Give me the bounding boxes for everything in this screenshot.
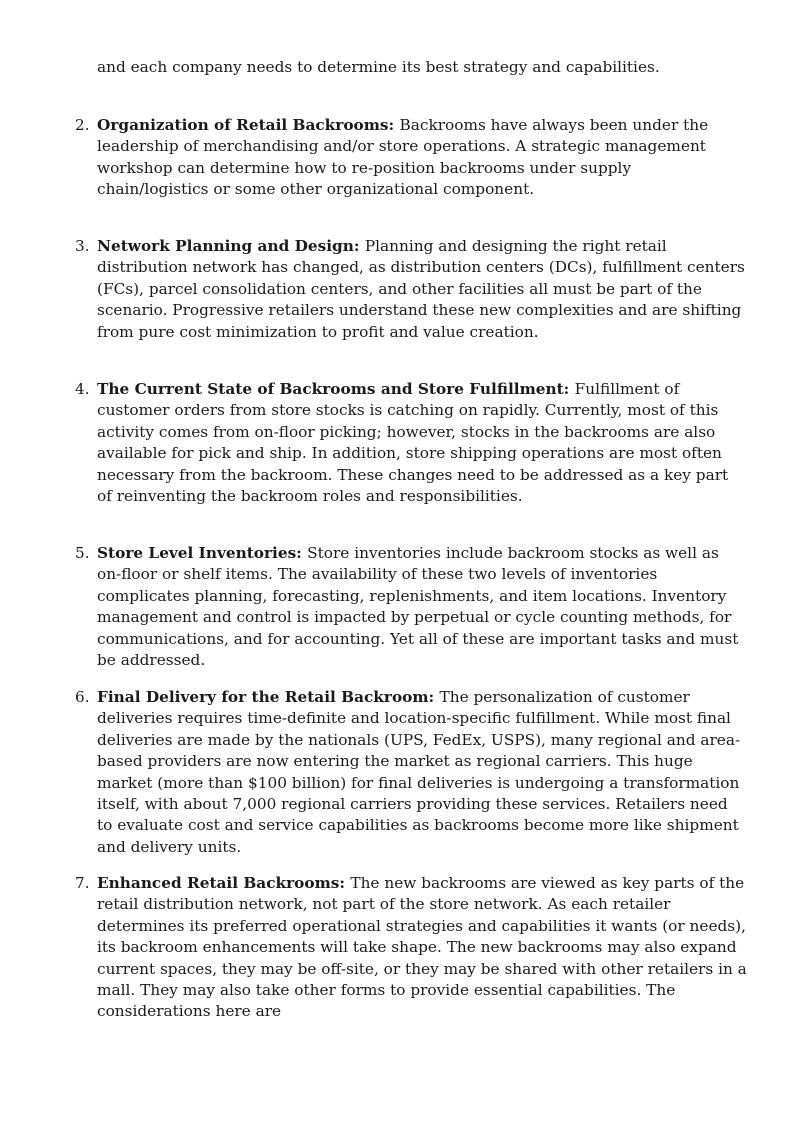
- list-item-heading: Enhanced Retail Backrooms:: [97, 874, 351, 892]
- list-item-number: 7.: [75, 874, 90, 892]
- list-item-number: 6.: [75, 688, 90, 706]
- list-item-body: Fulfillment of customer orders from store stocks is catching on rapidly. Currently, most of this activity comes from on-floor picking; however, stocks in the backrooms are also available for pick and ship. In addition, store shipping operations are most often necessary from the backroom. These changes need to be addressed as a key part of reinventing the backroom roles and responsibilities.: [97, 380, 729, 506]
- list-item: [75, 543, 747, 671]
- list-item: [75, 873, 747, 1023]
- list-item-heading: Organization of Retail Backrooms:: [97, 116, 400, 134]
- list-item-body: Planning and designing the right retail distribution network has changed, as distribution centers (DCs), fulfillment centers (FCs), parcel consolidation centers, and other facilities all must be part of the scenario. Progressive retailers understand these new complexities and are shifting from pure cost minimization to profit and value creation.: [97, 237, 745, 341]
- list-item-heading: Final Delivery for the Retail Backroom:: [97, 688, 440, 706]
- list-item-heading: The Current State of Backrooms and Store Fulfillment:: [97, 380, 575, 398]
- list-item-body: The personalization of customer deliveries requires time-definite and location-specific fulfillment. While most final deliveries are made by the nationals (UPS, FedEx, USPS), many regional and area- based providers are now entering the market as regional carriers. This huge market (more than $100 billion) for final deliveries is undergoing a transformation itself, with about 7,000 regional carriers providing these services. Retailers need to evaluate cost and service capabilities as backrooms become more like shipment and delivery units.: [97, 688, 741, 856]
- list-item-number: 4.: [75, 380, 90, 398]
- list-item: [75, 379, 747, 507]
- list-item-number: 2.: [75, 116, 90, 134]
- list-item-number: 3.: [75, 237, 90, 255]
- list-item-heading: Network Planning and Design:: [97, 237, 365, 255]
- list-item-body: Store inventories include backroom stocks as well as on-floor or shelf items. The availability of these two levels of inventories complicates planning, forecasting, replenishments, and item locations. Inventory management and control is impacted by perpetual or cycle counting methods, for communications, and for accounting. Yet all of these are important tasks and must be addressed.: [97, 544, 739, 670]
- list-item: [75, 236, 747, 343]
- list-item-number: 5.: [75, 544, 90, 562]
- list-item: [75, 687, 747, 858]
- list-item-heading: Store Level Inventories:: [97, 544, 308, 562]
- list-item-body: Backrooms have always been under the leadership of merchandising and/or store operations. A strategic management workshop can determine how to re-position backrooms under supply chain/logistics or some other organizational component.: [97, 116, 709, 199]
- list-item: [75, 115, 747, 201]
- continuation-paragraph: and each company needs to determine its best strategy and capabilities.: [97, 58, 660, 76]
- list-item-body: The new backrooms are viewed as key parts of the retail distribution network, not part of the store network. As each retailer determines its preferred operational strategies and capabilities it wants (or needs), its backroom enhancements will take shape. The new backrooms may also expand current spaces, they may be off-site, or they may be shared with other retailers in a mall. They may also take other forms to provide essential capabilities. The considerations here are: [97, 874, 747, 1021]
